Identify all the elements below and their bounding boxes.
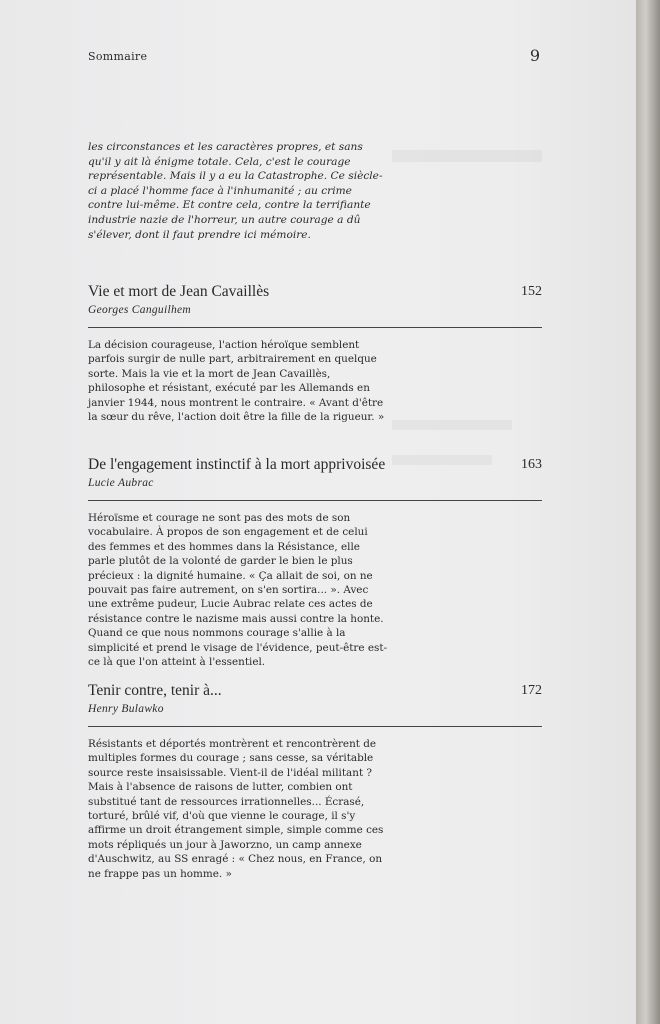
page-header xyxy=(88,46,540,72)
entry-title: Vie et mort de Jean Cavaillès xyxy=(88,283,270,300)
entry-title: De l'engagement instinctif à la mort apprivoisée xyxy=(88,456,386,473)
entry-author: Lucie Aubrac xyxy=(88,477,154,489)
entry-title: Tenir contre, tenir à... xyxy=(88,682,222,699)
toc-entry-head xyxy=(88,283,542,323)
toc-entry-head xyxy=(88,682,542,722)
show-through-block-1 xyxy=(392,150,542,162)
entry-author: Georges Canguilhem xyxy=(88,304,192,316)
toc-entry xyxy=(88,456,542,669)
entry-rule xyxy=(88,726,542,727)
entry-page-number: 172 xyxy=(521,683,542,698)
toc-entry xyxy=(88,682,542,881)
entry-page-number: 163 xyxy=(521,457,542,472)
entry-rule xyxy=(88,327,542,328)
running-head: Sommaire xyxy=(88,50,148,63)
toc-entry-head xyxy=(88,456,542,496)
intro-paragraph: les circonstances et les caractères propres, et sans qu'il y ait là énigme totale. Cela, c'est le courage représentable. Mais il y a eu la Catastrophe. Ce siècle-ci a placé l'homme face à l'inhumanité ; au crime contre lui-même. Et contre cela, contre la terrifiante industrie nazie de l'horreur, un autre courage a dû s'élever, dont il faut prendre ici mémoire. xyxy=(88,141,383,241)
entry-page-number: 152 xyxy=(521,284,542,299)
toc-entry xyxy=(88,283,542,424)
entry-summary: Héroïsme et courage ne sont pas des mots de son vocabulaire. À propos de son engagement et de celui des femmes et des hommes dans la Résistance, elle parle plutôt de la volonté de garder le bien le plus précieux : la dignité humaine. « Ça allait de soi, on ne pouvait pas faire autrement, on s'en sortira... ». Avec une extrême pudeur, Lucie Aubrac relate ces actes de résistance contre le nazisme mais aussi contre la honte. Quand ce que nous nommons courage s'allie à la simplicité et prend le visage de l'évidence, peut-être est-ce là que l'on atteint à l'essentiel. xyxy=(88,512,387,669)
entry-summary: Résistants et déportés montrèrent et rencontrèrent de multiples formes du courage ; sans cesse, sa véritable source reste insaisissable. Vient-il de l'idéal militant ? Mais à l'absence de raisons de lutter, combien ont substitué tant de ressources irrationnelles... Écrasé, torturé, brûlé vif, d'où que vienne le courage, il s'y affirme un droit étrangement simple, simple comme ces mots répliqués un jour à Jaworzno, un camp annexe d'Auschwitz, au SS enragé : « Chez nous, en France, on ne frappe pas un homme. » xyxy=(88,738,384,880)
entry-author: Henry Bulawko xyxy=(88,703,164,715)
page-number: 9 xyxy=(529,46,540,65)
page-edge xyxy=(636,0,660,1024)
entry-rule xyxy=(88,500,542,501)
entry-summary: La décision courageuse, l'action héroïque semblent parfois surgir de nulle part, arbitrairement en quelque sorte. Mais la vie et la mort de Jean Cavaillès, philosophe et résistant, exécuté par les Allemands en janvier 1944, nous montrent le contraire. « Avant d'être la sœur du rêve, l'action doit être la fille de la rigueur. » xyxy=(88,339,385,424)
